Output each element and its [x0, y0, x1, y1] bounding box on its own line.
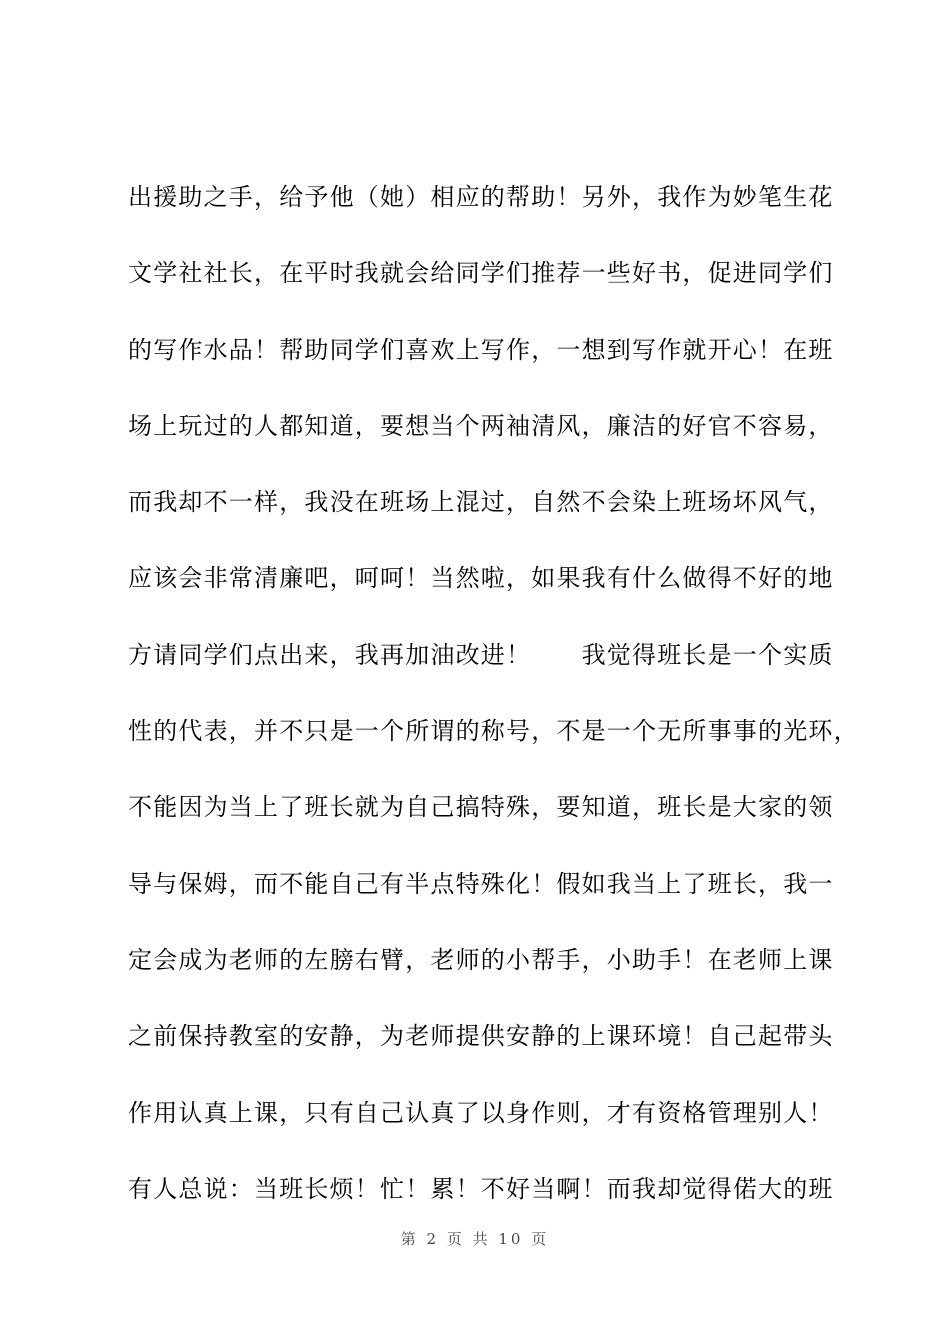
- text-line: 作用认真上课，只有自己认真了以身作则，才有资格管理别人！: [128, 1098, 834, 1127]
- text-line: 而我却不一样，我没在班场上混过，自然不会染上班场坏风气，: [128, 488, 834, 517]
- text-line: 方请同学们点出来，我再加油改进！ 我觉得班长是一个实质: [128, 640, 834, 669]
- text-line: 文学社社长，在平时我就会给同学们推荐一些好书，促进同学们: [128, 259, 834, 288]
- text-line: 定会成为老师的左膀右臂，老师的小帮手，小助手！在老师上课: [128, 945, 834, 974]
- body-text: [128, 172, 858, 1240]
- page-number-footer: 第 2 页 共 10 页: [400, 1230, 550, 1248]
- text-line: 应该会非常清廉吧，呵呵！当然啦，如果我有什么做得不好的地: [128, 564, 834, 593]
- text-line: 场上玩过的人都知道，要想当个两袖清风，廉洁的好官不容易，: [128, 411, 834, 440]
- text-line: 不能因为当上了班长就为自己搞特殊，要知道，班长是大家的领: [128, 793, 834, 822]
- text-line: 出援助之手，给予他（她）相应的帮助！另外，我作为妙笔生花: [128, 183, 834, 211]
- text-line: 导与保姆，而不能自己有半点特殊化！假如我当上了班长，我一: [128, 869, 834, 898]
- text-line: 的写作水品！帮助同学们喜欢上写作，一想到写作就开心！在班: [128, 335, 834, 364]
- text-line: 性的代表，并不只是一个所谓的称号，不是一个无所事事的光环，: [128, 717, 859, 746]
- text-line: 有人总说：当班长烦！忙！累！不好当啊！而我却觉得偌大的班: [128, 1174, 834, 1203]
- text-line: 之前保持教室的安静，为老师提供安静的上课环境！自己起带头: [128, 1022, 834, 1051]
